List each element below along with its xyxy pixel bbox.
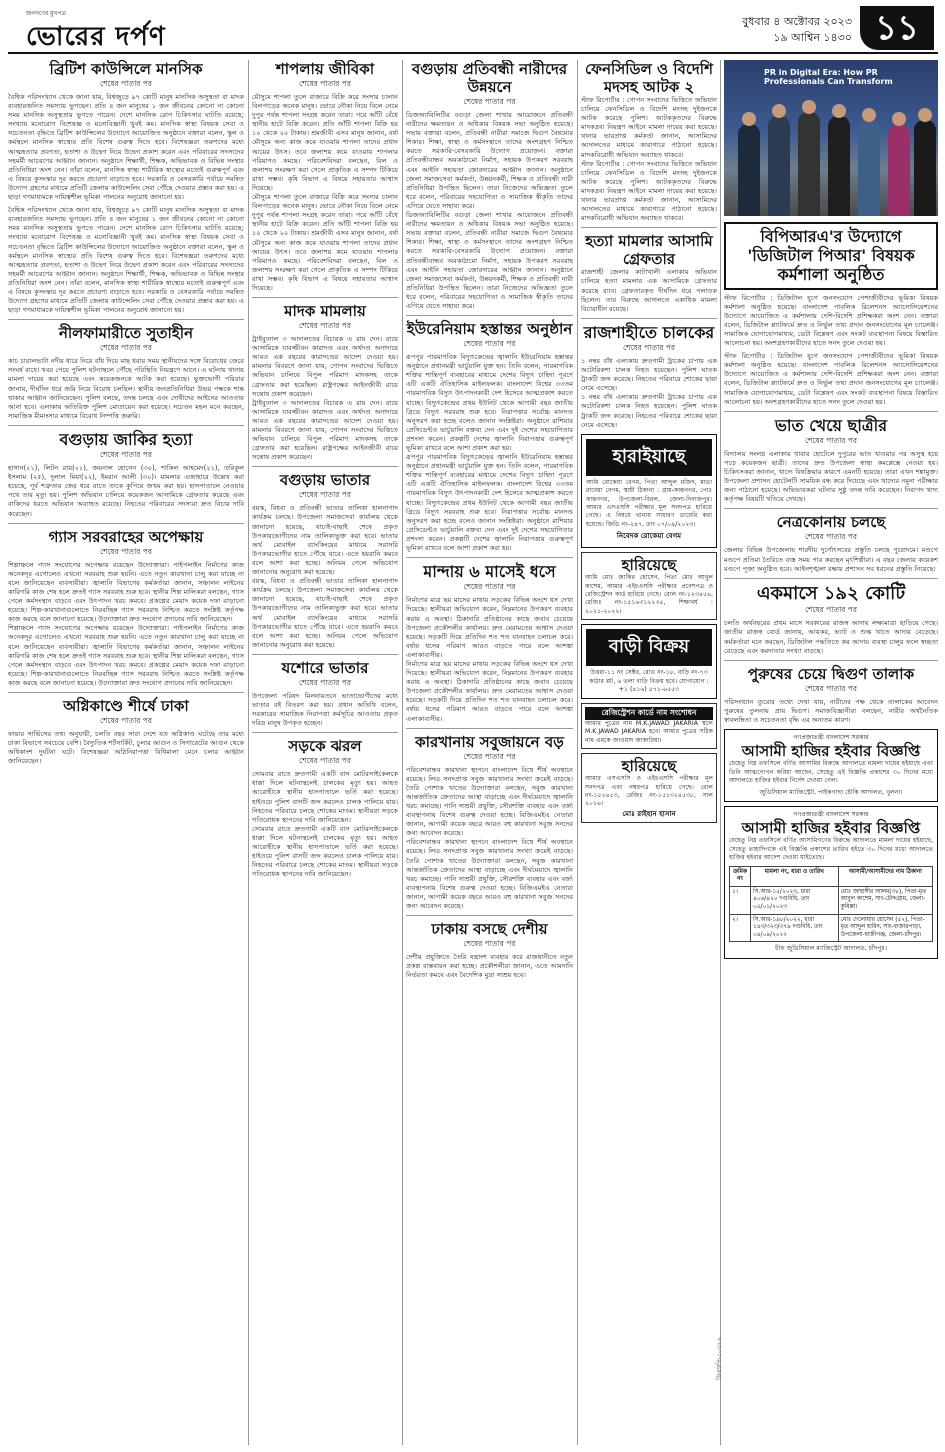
classified-heading: হারিয়েছে: [621, 757, 677, 776]
story-body: রাজশাহী জেলার কাটাখালী এলাকায় অভিযান চালিয়ে হত্যা মামলার এক আসামিকে গ্রেফতার করেছে র‍্যাব। গ্রেফতারকৃত দীর্ঘদিন ধরে পলাতক ছিলেন। তার বিরুদ্ধে আদালতে একাধিক মামলা বিচারাধীন রয়েছে।: [581, 268, 717, 313]
story-body: ডিজঅ্যাবিলিটির বগুড়া জেলা শাখার আয়োজনে প্রতিবন্ধী নারীদের ক্ষমতায়ন ও অধিকার বিষয়ক সভা অনুষ্ঠিত হয়েছে। সভায় বক্তারা বলেন, প্রতিবন্ধী নারীরা সমাজে দ্বিগুণ বৈষম্যের শিকার। শিক্ষা, স্বাস্থ্য ও কর্মসংস্থানে তাদের অংশগ্রহণ নিশ্চিত করতে সরকারি-বেসরকারি উদ্যোগ প্রয়োজন। বক্তারা প্রতিবন্ধীবান্ধব অবকাঠামো নির্মাণ, সহায়ক উপকরণ সরবরাহ এবং আইনি সহায়তা জোরদারের আহ্বান জানান। অনুষ্ঠানে জেলা সমাজসেবা কর্মকর্তা, উন্নয়নকর্মী, শিক্ষক ও প্রতিবন্ধী নারী প্রতিনিধিরা উপস্থিত ছিলেন। তারা নিজেদের অভিজ্ঞতা তুলে ধরে বলেন, পরিবারের সহযোগিতা ও সামাজিক স্বীকৃতি তাদের এগিয়ে যেতে সাহায্য করে।: [406, 111, 573, 210]
story-headline: নেত্রকোনায় চলছে: [776, 513, 886, 532]
classified-body: আমার এসএসসি ও এইচএসসি পরীক্ষার মূল সনদপত্র এবং নম্বরপত্র হারিয়ে গেছে। রোল নং-১৫২৪৫৩, রেজিঃ নং-১৫১৩২৪৫৩৮, সাল ২০১৬।: [585, 775, 713, 808]
notice-body: যেহেতু নিম্ন তফসিলে বর্ণিত আসামির বিরুদ্ধে আদালতে মামলা দায়ের হইয়াছে এবং তিনি আত্মগোপন করিয়া আছেন, সেহেতু এই বিজ্ঞপ্তি প্রকাশের ৩০ দিনের মধ্যে আদালতে হাজির হইবার নির্দেশ দেওয়া গেল।: [729, 760, 933, 785]
story-bogura-murder: [8, 430, 244, 519]
person-head: [892, 112, 906, 126]
story-headline: নীলফামারীতে সুতাহীন: [58, 324, 194, 343]
story-body-continued: স্টাফ রিপোর্টার : ডিজিটাল যুগে জনসংযোগ পেশাজীবীদের ভূমিকা বিষয়ক কর্মশালা অনুষ্ঠিত হয়েছে। বাংলাদেশ পাবলিক রিলেশনস অ্যাসোসিয়েশনের উদ্যোগে আয়োজিত এ কর্মশালায় দেশি-বিদেশি প্রশিক্ষকরা অংশ নেন। বক্তারা বলেন, ডিজিটাল প্ল্যাটফর্মে দ্রুত ও নির্ভুল তথ্য প্রদান জনসংযোগের মূল চ্যালেঞ্জ। সামাজিক যোগাযোগমাধ্যম, ডেটা বিশ্লেষণ এবং সংকট ব্যবস্থাপনা বিষয়ে বিস্তারিত আলোচনা হয়। অংশগ্রহণকারীদের হাতে সনদ তুলে দেওয়া হয়।: [724, 352, 938, 406]
story-digital-pr: [724, 222, 938, 290]
story-headline: বিপিআরএ'র উদ্যোগে 'ডিজিটাল পিআর' বিষয়ক কর্মশালা অনুষ্ঠিত: [747, 227, 915, 285]
person-figure: [768, 116, 790, 216]
story-body-continued: ট্রাইব্যুনাল ৩ আদালতের বিচারক এ রায় দেন। রায়ে আসামিকে যাবজ্জীবন কারাদণ্ড এবং অর্থদণ্ড অনাদায়ে আরও এক বছরের কারাদণ্ডের আদেশ দেওয়া হয়। মামলার বিবরণে জানা যায়, গোপন সংবাদের ভিত্তিতে অভিযান চালিয়ে বিপুল পরিমাণ মাদকসহ তাকে গ্রেফতার করা হয়েছিল। রাষ্ট্রপক্ষের আইনজীবী রায়ে সন্তোষ প্রকাশ করেছেন।: [252, 398, 398, 462]
story-body: চলতি অর্থবছরের প্রথম মাসে সরকারের রাজস্ব আদায় লক্ষ্যমাত্রা ছাড়িয়ে গেছে। জাতীয় রাজস্ব বোর্ড জানায়, আয়কর, ভ্যাট ও শুল্ক খাতে আদায় বেড়েছে। কর্মকর্তারা মনে করছেন, ডিজিটাল পদ্ধতিতে কর আদায় ব্যবস্থা চালুর ফলে স্বচ্ছতা বেড়েছে এবং করদাতার সংখ্যা বাড়ছে।: [724, 619, 938, 655]
classified-body: আমি মোঃ জাকির হোসেন, পিতা মোঃ আবুল কাশেম, আমার এইচএসসি পরীক্ষার প্রবেশপত্র ও রেজিস্ট্রেশন কার্ড হারিয়ে গেছে। রোল নং-১২৩৪৫৬, রেজিঃ নং-১৫১৬৩১২২৩৫, শিক্ষাবর্ষ : ২০২১-২০২২।: [585, 574, 713, 615]
story-body: পরিবেশবান্ধব কারখানা স্থাপনে বাংলাদেশ বিশ্বে শীর্ষ অবস্থানে রয়েছে। লিড সনদপ্রাপ্ত সবুজ কারখানার সংখ্যা ক্রমেই বাড়ছে। তৈরি পোশাক খাতের উদ্যোক্তারা বলছেন, সবুজ কারখানা আন্তর্জাতিক ক্রেতাদের আস্থা বাড়াচ্ছে এবং দীর্ঘমেয়াদে জ্বালানি খরচ কমাচ্ছে। পানি সাশ্রয়ী প্রযুক্তি, সৌরশক্তি ব্যবহার এবং বর্জ্য ব্যবস্থাপনায় বিশেষ গুরুত্ব দেওয়া হচ্ছে। বিজিএমইএ নেতারা জানান, আগামী কয়েক বছরে আরও বহু কারখানা সবুজ সনদের জন্য আবেদন করেছে।: [406, 765, 573, 838]
continued-label: শেষের পাতার পর: [463, 97, 516, 106]
story-body-continued: নির্মাণের মাত্র ছয় মাসের মাথায় সড়কের বিভিন্ন অংশে ধস দেখা দিয়েছে। স্থানীয়রা অভিযোগ করেন, নিম্নমানের উপকরণ ব্যবহার করায় এ অবস্থা। ঠিকাদারি প্রতিষ্ঠানের কাছে জবাব চেয়েছে উপজেলা প্রকৌশলীর কার্যালয়। দ্রুত মেরামতের আশ্বাস দেওয়া হয়েছে। সড়কটি দিয়ে প্রতিদিন শত শত যানবাহন চলাচল করে। বর্ষায় ধসের পরিমাণ আরও বাড়তে পারে বলে আশঙ্কা এলাকাবাসীর।: [406, 659, 573, 723]
continued-label: শেষের পাতার পর: [100, 546, 152, 556]
story-divider: [8, 523, 244, 524]
table-cell-serial: ২।: [730, 914, 751, 942]
continued-label: শেষের পাতার পর: [805, 605, 857, 615]
column-4: [581, 60, 717, 1445]
continued-label: শেষের পাতার পর: [299, 79, 351, 88]
story-mental-health: [8, 60, 244, 202]
story-body-continued: মৌসুমে শাপলা তুলে বাজারে বিক্রি করে সংসার চালান বিলপাড়ের অনেক মানুষ। ভোরে নৌকা নিয়ে বিলে নেমে দুপুর পর্যন্ত শাপলা সংগ্রহ করেন তারা। পরে আঁটি বেঁধে স্থানীয় হাটে বিক্রি করেন। প্রতি আঁটি শাপলা বিক্রি হয় ১০ থেকে ২০ টাকায়। শ্রমজীবী এসব মানুষ জানান, বর্ষা মৌসুমে অন্য কাজ কমে যাওয়ায় শাপলা তাদের প্রধান আয়ের উৎস। তবে জলাশয় কমে যাওয়ায় শাপলার পরিমাণও কমছে। পরিবেশবিদরা বলছেন, বিল ও জলাশয় সংরক্ষণ করা গেলে প্রাকৃতিক এ সম্পদ টিকিয়ে রাখা সম্ভব। কৃষি বিভাগ এ বিষয়ে সহায়তার আশ্বাস দিয়েছে।: [252, 193, 398, 292]
person-head: [742, 112, 756, 126]
story-headline: ফেনসিডিল ও বিদেশি মদসহ আটক ২: [585, 60, 713, 96]
story-divider: [406, 915, 573, 916]
story-headline: যশোরে ভাতার: [281, 658, 369, 677]
story-body-continued: বৈশ্বিক পরিসংখ্যান থেকে জানা যায়, বিশ্বজুড়ে ৯৭ কোটি মানুষ মানসিক অসুস্থতা বা মাদক ব্যবহারজনিত সমস্যায় ভুগছেন। প্রতি ৪ জন মানুষের ১ জন জীবনের কোনো না কোনো সময় মানসিক অসুস্থতায় ভুগতে পারেন। দেশে মানসিক রোগ চিকিৎসার ঘাটতি রয়েছে; সংখ্যায় মনোরোগ বিশেষজ্ঞ ও মনোবিজ্ঞানী খুবই কম। মানসিক স্বাস্থ্য বিষয়ক সেবা ও সচেতনতা বৃদ্ধিতে ব্রিটিশ কাউন্সিলের উদ্যোগে আয়োজিত অনুষ্ঠানে বক্তারা বলেন, স্কুল ও কর্মস্থলে মানসিক স্বাস্থ্যের প্রতি বিশেষ গুরুত্ব দিতে হবে। বিশেষজ্ঞরা তরুণদের মধ্যে আত্মহত্যার প্রবণতা, হতাশা ও উদ্বেগ নিয়ে উদ্বেগ প্রকাশ করেন এবং পরিবারের সদস্যদের সহমর্মী আচরণের আহ্বান জানান। অনুষ্ঠানে শিক্ষার্থী, শিক্ষক, অভিভাবক ও বিভিন্ন সংস্থার প্রতিনিধিরা অংশ নেন। তাঁরা বলেন, মানসিক স্বাস্থ্য শারীরিক স্বাস্থ্যের মতোই গুরুত্বপূর্ণ এবং এ বিষয়ে কুসংস্কার দূর করতে প্রচারণা বাড়াতে হবে। সরকারি ও বেসরকারি পর্যায়ে সমন্বিত উদ্যোগ গ্রহণের মাধ্যমে প্রতিটি জেলায় কাউন্সেলিং সেবা পৌঁছে দেওয়ার প্রস্তাব করা হয়। এ ছাড়া গণমাধ্যমকে দায়িত্বশীল ভূমিকা পালনের অনুরোধ জানানো হয়।: [8, 206, 244, 315]
story-body: বৈশ্বিক পরিসংখ্যান থেকে জানা যায়, বিশ্বজুড়ে ৯৭ কোটি মানুষ মানসিক অসুস্থতা বা মাদক ব্যবহারজনিত সমস্যায় ভুগছেন। প্রতি ৪ জন মানুষের ১ জন জীবনের কোনো না কোনো সময় মানসিক অসুস্থতায় ভুগতে পারেন। দেশে মানসিক রোগ চিকিৎসার ঘাটতি রয়েছে; সংখ্যায় মনোরোগ বিশেষজ্ঞ ও মনোবিজ্ঞানী খুবই কম। মানসিক স্বাস্থ্য বিষয়ক সেবা ও সচেতনতা বৃদ্ধিতে ব্রিটিশ কাউন্সিলের উদ্যোগে আয়োজিত অনুষ্ঠানে বক্তারা বলেন, স্কুল ও কর্মস্থলে মানসিক স্বাস্থ্যের প্রতি বিশেষ গুরুত্ব দিতে হবে। বিশেষজ্ঞরা তরুণদের মধ্যে আত্মহত্যার প্রবণতা, হতাশা ও উদ্বেগ নিয়ে উদ্বেগ প্রকাশ করেন এবং পরিবারের সদস্যদের সহমর্মী আচরণের আহ্বান জানান। অনুষ্ঠানে শিক্ষার্থী, শিক্ষক, অভিভাবক ও বিভিন্ন সংস্থার প্রতিনিধিরা অংশ নেন। তাঁরা বলেন, মানসিক স্বাস্থ্য শারীরিক স্বাস্থ্যের মতোই গুরুত্বপূর্ণ এবং এ বিষয়ে কুসংস্কার দূর করতে প্রচারণা বাড়াতে হবে। সরকারি ও বেসরকারি পর্যায়ে সমন্বিত উদ্যোগ গ্রহণের মাধ্যমে প্রতিটি জেলায় কাউন্সেলিং সেবা পৌঁছে দেওয়ার প্রস্তাব করা হয়। এ ছাড়া গণমাধ্যমকে দায়িত্বশীল ভূমিকা পালনের অনুরোধ জানানো হয়।: [8, 93, 244, 202]
person-figure: [888, 124, 910, 216]
story-jessore-allowance: [252, 659, 398, 728]
story-headline: পুরুষের চেয়ে দ্বিগুণ তালাক: [747, 664, 915, 683]
story-divider: [8, 319, 244, 320]
table-header-row: [730, 866, 933, 886]
story-divider: [252, 466, 398, 467]
person-figure: [828, 116, 850, 216]
column-5: [724, 60, 938, 1445]
table-cell-accused: মোঃ জাহাঙ্গীর আলম(৩৮), পিতা-মৃত আবুল কাশেম, সাং-চৌদ্দগ্রাম, জেলা-কুমিল্লা।: [838, 886, 932, 914]
person-figure: [738, 124, 760, 216]
continued-label: শেষের পাতার পর: [463, 751, 516, 761]
story-headline: মান্দায় ৬ মাসেই ধসে: [423, 562, 556, 582]
story-food-poisoning: [724, 416, 938, 505]
story-nilphamari: [8, 324, 244, 421]
story-headline: ঢাকায় বসছে দেশীয়: [431, 920, 548, 939]
story-road-accident: [252, 737, 398, 879]
story-bogura-allowance: [252, 471, 398, 650]
story-body: মৌসুমে শাপলা তুলে বাজারে বিক্রি করে সংসার চালান বিলপাড়ের অনেক মানুষ। ভোরে নৌকা নিয়ে বিলে নেমে দুপুর পর্যন্ত শাপলা সংগ্রহ করেন তারা। পরে আঁটি বেঁধে স্থানীয় হাটে বিক্রি করেন। প্রতি আঁটি শাপলা বিক্রি হয় ১০ থেকে ২০ টাকায়। শ্রমজীবী এসব মানুষ জানান, বর্ষা মৌসুমে অন্য কাজ কমে যাওয়ায় শাপলা তাদের প্রধান আয়ের উৎস। তবে জলাশয় কমে যাওয়ায় শাপলার পরিমাণও কমছে। পরিবেশবিদরা বলছেন, বিল ও জলাশয় সংরক্ষণ করা গেলে প্রাকৃতিক এ সম্পদ টিকিয়ে রাখা সম্ভব। কৃষি বিভাগ এ বিষয়ে সহায়তার আশ্বাস দিয়েছে।: [252, 93, 398, 192]
photo-banner-text: PR in Digital Era: How PR Professionals Can Transform: [764, 68, 893, 86]
person-figure: [914, 120, 936, 216]
person-head: [832, 104, 846, 118]
continued-label: শেষের পাতার পর: [805, 532, 857, 542]
column-1: [8, 60, 244, 1445]
story-body: নির্মাণের মাত্র ছয় মাসের মাথায় সড়কের বিভিন্ন অংশে ধস দেখা দিয়েছে। স্থানীয়রা অভিযোগ করেন, নিম্নমানের উপকরণ ব্যবহার করায় এ অবস্থা। ঠিকাদারি প্রতিষ্ঠানের কাছে জবাব চেয়েছে উপজেলা প্রকৌশলীর কার্যালয়। দ্রুত মেরামতের আশ্বাস দেওয়া হয়েছে। সড়কটি দিয়ে প্রতিদিন শত শত যানবাহন চলাচল করে। বর্ষায় ধসের পরিমাণ আরও বাড়তে পারে বলে আশঙ্কা এলাকাবাসীর।: [406, 596, 573, 659]
classified-heading: হারাইয়াছে: [586, 439, 712, 476]
continued-label: শেষের পাতার পর: [623, 342, 675, 352]
story-divider: [406, 315, 573, 316]
table-cell-case: সি.আর-১৫/২০২৩, ধারা ৪০৬/৪২০ দণ্ডবিধি, তাং ০৫/০১/২০২৩: [751, 886, 839, 914]
table-header-case: মামলা নং, ধারা ও তারিখ: [751, 866, 839, 886]
story-body: জেলার বিভিন্ন উপজেলায় শারদীয় দুর্গোৎসবের প্রস্তুতি চলছে পুরোদমে। মণ্ডপে মণ্ডপে প্রতিমা তৈরিতে ব্যস্ত সময় পার করছেন মৃৎশিল্পীরা। এ বছর জেলায় কয়েকশ মণ্ডপে পূজা অনুষ্ঠিত হবে। আইনশৃঙ্খলা রক্ষায় প্রশাসন সব ধরনের প্রস্তুতি নিয়েছে।: [724, 546, 938, 573]
story-body: ফায়ার সার্ভিসের তথ্য অনুযায়ী, চলতি বছর সারা দেশে যত অগ্নিকাণ্ড ঘটেছে তার মধ্যে ঢাকা বিভাগে সবচেয়ে বেশি। বৈদ্যুতিক শর্টসার্কিট, চুলার আগুন ও সিগারেটের আগুন থেকে অধিকাংশ দুর্ঘটনা ঘটে। বিশেষজ্ঞরা অগ্নিনিরাপত্তা বিধিমালা মেনে চলার আহ্বান জানিয়েছেন।: [8, 729, 244, 766]
story-body: দেশীয় প্রযুক্তিতে তৈরি যন্ত্রাংশ ব্যবহার করে রাজধানীতে নতুন প্রকল্প বাস্তবায়ন করা হচ্ছে। প্রকৌশলীরা জানান, এতে আমদানি নির্ভরতা কমবে এবং বৈদেশিক মুদ্রা সাশ্রয় হবে।: [406, 953, 573, 980]
classified-lost-2: [581, 552, 717, 620]
story-divider: [581, 318, 717, 319]
story-headline: ব্রিটিশ কাউন্সিলে মানসিক: [49, 60, 203, 78]
continued-label: শেষের পাতার পর: [463, 939, 516, 949]
person-head: [772, 104, 786, 118]
person-head: [802, 100, 816, 114]
classified-signature: নিবেদক রোকেয়া বেগম: [616, 532, 682, 541]
table-row: [730, 914, 933, 942]
continued-label: শেষের পাতার পর: [463, 339, 516, 349]
story-divider: [406, 557, 573, 558]
continued-label: শেষের পাতার পর: [805, 683, 857, 693]
story-headline: গ্যাস সরবরাহের অপেক্ষায়: [48, 527, 204, 546]
story-headline: হত্যা মামলার আসামি গ্রেফতার: [585, 232, 713, 269]
story-body-continued: শিল্পাঞ্চলে গ্যাস সংযোগের অপেক্ষায় রয়েছেন উদ্যোক্তারা। পাইপলাইন নির্মাণের কাজ অনেকদূর এগোলেও এখনো সরবরাহ শুরু হয়নি। এতে নতুন কারখানা চালু করা যাচ্ছে না বলে জানিয়েছেন ব্যবসায়ীরা। জ্বালানি বিভাগের কর্মকর্তারা জানান, সঞ্চালন লাইনের কারিগরি কাজ শেষ হলে দ্রুতই গ্যাস সরবরাহ শুরু হবে। স্থানীয় শিল্প মালিকরা বলছেন, গ্যাস পেলে কর্মসংস্থান বাড়বে এবং উৎপাদন খরচ কমবে। প্রকল্পের মেয়াদ কয়েক দফা বাড়ানো হয়েছে। শিল্প-কারখানাগুলোতে নিরবচ্ছিন্ন গ্যাস সরবরাহ নিশ্চিত করতে সংশ্লিষ্ট কর্তৃপক্ষ কাজ করছে বলে জানানো হয়েছে। উদ্যোক্তারা দ্রুত সংযোগ প্রদানের দাবি জানিয়েছেন।: [8, 624, 244, 687]
story-divider: [581, 227, 717, 228]
table-cell-serial: ১।: [730, 886, 751, 914]
continued-label: শেষের পাতার পর: [299, 321, 351, 331]
story-body-continued: ডিজঅ্যাবিলিটির বগুড়া জেলা শাখার আয়োজনে প্রতিবন্ধী নারীদের ক্ষমতায়ন ও অধিকার বিষয়ক সভা অনুষ্ঠিত হয়েছে। সভায় বক্তারা বলেন, প্রতিবন্ধী নারীরা সমাজে দ্বিগুণ বৈষম্যের শিকার। শিক্ষা, স্বাস্থ্য ও কর্মসংস্থানে তাদের অংশগ্রহণ নিশ্চিত করতে সরকারি-বেসরকারি উদ্যোগ প্রয়োজন। বক্তারা প্রতিবন্ধীবান্ধব অবকাঠামো নির্মাণ, সহায়ক উপকরণ সরবরাহ এবং আইনি সহায়তা জোরদারের আহ্বান জানান। অনুষ্ঠানে জেলা সমাজসেবা কর্মকর্তা, উন্নয়নকর্মী, শিক্ষক ও প্রতিবন্ধী নারী প্রতিনিধিরা উপস্থিত ছিলেন। তারা নিজেদের অভিজ্ঞতা তুলে ধরে বলেন, পরিবারের সহযোগিতা ও সামাজিক স্বীকৃতি তাদের এগিয়ে যেতে সাহায্য করে।: [406, 211, 573, 310]
column-rule: [402, 60, 403, 1445]
story-disabled-women: [406, 60, 573, 311]
notice-body: যেহেতু নিম্ন তফসিলে বর্ণিত আসামিগণের বিরুদ্ধে আদালতে মামলা দায়ের হইয়াছে, সেহেতু তাহাদিগকে এই বিজ্ঞপ্তি প্রকাশের তারিখ হইতে ৩০ দিনের মধ্যে আদালতে হাজির হইবার আদেশ দেওয়া যাইতেছে।: [729, 837, 933, 862]
story-body: স্টাফ রিপোর্টার : গোপন সংবাদের ভিত্তিতে অভিযান চালিয়ে ফেনসিডিল ও বিদেশি মদসহ দুইজনকে আটক করেছে পুলিশ। আটককৃতদের বিরুদ্ধে মাদকদ্রব্য নিয়ন্ত্রণ আইনে মামলা দায়ের করা হয়েছে। থানার ভারপ্রাপ্ত কর্মকর্তা জানান, আসামিদের আদালতের মাধ্যমে কারাগারে পাঠানো হয়েছে। মাদকবিরোধী অভিযান অব্যাহত থাকবে।: [581, 96, 717, 159]
story-dhaka-local: [406, 920, 573, 980]
story-body: কাচ চারালভাটা নদীর ধারে নিয়ে বাঁধ দিয়ে মাছ ধরার সময় স্থানীয়দের সঙ্গে বিরোধের জেরে সংঘর্ষ বাধে। খবর পেয়ে পুলিশ ঘটনাস্থলে পৌঁছে পরিস্থিতি নিয়ন্ত্রণে আনে। এ ঘটনায় থানায় মামলা দায়ের করা হয়েছে এবং কয়েকজনকে আটক করা হয়েছে। ভুক্তভোগী পরিবার জানায়, দীর্ঘদিন ধরে জমি নিয়ে বিরোধ চলছিল। স্থানীয় জনপ্রতিনিধিরা উভয় পক্ষকে শান্ত থাকার আহ্বান জানিয়েছেন। পুলিশ বলছে, তদন্ত চলছে এবং দোষীদের আইনের আওতায় আনা হবে। এলাকায় অতিরিক্ত পুলিশ মোতায়েন করা হয়েছে। সচেতন মহল মনে করছেন, সামাজিক মীমাংসার মাধ্যমে বিরোধ নিষ্পত্তি জরুরি।: [8, 357, 244, 420]
column-rule: [248, 60, 249, 1445]
person-head: [918, 108, 932, 122]
story-body: ১ নম্বর বাঁধ এলাকায় দ্রুতগামী ট্রাকের চাপায় এক অটোরিকশা চালক নিহত হয়েছেন। পুলিশ ঘাতক ট্রাকটি জব্দ করেছে। নিহতের পরিবারে শোকের ছায়া নেমে এসেছে।: [581, 356, 717, 393]
story-headline: বগুড়ায় প্রতিবন্ধী নারীদের উন্নয়নে: [411, 60, 568, 96]
side-code: ডিএফপি-১০৩২৬: [716, 1337, 723, 1380]
newspaper-logo: ভোরের দর্পণ: [26, 22, 166, 52]
story-netrokona: [724, 513, 938, 573]
story-divider: [724, 508, 938, 509]
date-gregorian: বুধবার ৪ অক্টোবর ২০২৩: [742, 15, 852, 28]
continued-label: শেষের পাতার পর: [100, 450, 152, 460]
classified-body: উত্তরা-১১ নং সেক্টর, রোড নং-১৮, বাড়ি নং-৭৩ কাঠার প্লট, ৬ তলা বাড়ি বিক্রয় হবে। যোগাযোগ : +১ (৪১৬) ৫৭১-৬৫৫৩: [589, 669, 709, 693]
story-body: রূপপুর পারমাণবিক বিদ্যুৎকেন্দ্রের জ্বালানি ইউরেনিয়াম হস্তান্তর অনুষ্ঠানে প্রধানমন্ত্রী ভার্চুয়ালি যুক্ত হন। তিনি বলেন, পারমাণবিক শক্তির শান্তিপূর্ণ ব্যবহারের মাধ্যমে দেশের বিদ্যুৎ চাহিদা পূরণে এটি একটি ঐতিহাসিক মাইলফলক। বাংলাদেশ বিশ্বের ৩৩তম পারমাণবিক বিদ্যুৎ উৎপাদনকারী দেশ হিসেবে আত্মপ্রকাশ করতে যাচ্ছে। বিদ্যুৎকেন্দ্রের প্রথম ইউনিট থেকে আগামী বছর জাতীয় গ্রিডে বিদ্যুৎ সরবরাহ শুরু হবে। নিরাপত্তার সর্বোচ্চ মানদণ্ড অনুসরণ করা হচ্ছে বলেও জানান সংশ্লিষ্টরা। অনুষ্ঠানে রাশিয়ার প্রেসিডেন্টও ভার্চুয়ালি বক্তব্য দেন এবং দুই দেশের সহযোগিতার প্রশংসা করেন। প্রকল্পটি দেশের জ্বালানি নিরাপত্তায় গুরুত্বপূর্ণ ভূমিকা রাখবে বলে আশা প্রকাশ করা হয়।: [406, 353, 573, 452]
classified-heading: বাড়ী বিক্রয়: [586, 629, 712, 666]
story-body-continued: পরিবেশবান্ধব কারখানা স্থাপনে বাংলাদেশ বিশ্বে শীর্ষ অবস্থানে রয়েছে। লিড সনদপ্রাপ্ত সবুজ কারখানার সংখ্যা ক্রমেই বাড়ছে। তৈরি পোশাক খাতের উদ্যোক্তারা বলছেন, সবুজ কারখানা আন্তর্জাতিক ক্রেতাদের আস্থা বাড়াচ্ছে এবং দীর্ঘমেয়াদে জ্বালানি খরচ কমাচ্ছে। পানি সাশ্রয়ী প্রযুক্তি, সৌরশক্তি ব্যবহার এবং বর্জ্য ব্যবস্থাপনায় বিশেষ গুরুত্ব দেওয়া হচ্ছে। বিজিএমইএ নেতারা জানান, আগামী কয়েক বছরে আরও বহু কারখানা সবুজ সনদের জন্য আবেদন করেছে।: [406, 838, 573, 911]
classified-signature: মোঃ রাইহান হাসান: [622, 809, 676, 818]
classified-house-sale: [581, 624, 717, 699]
story-headline: কারখানায় সবুজায়নে বড়: [415, 732, 564, 751]
story-drug-case: [252, 302, 398, 462]
story-divider: [724, 411, 938, 412]
notice-govt: গণপ্রজাতন্ত্রী বাংলাদেশ সরকার: [793, 733, 869, 741]
column-rule: [577, 60, 578, 1445]
story-fire-dhaka: [8, 697, 244, 766]
story-divider: [252, 297, 398, 298]
story-divorce: [724, 665, 938, 725]
story-gas-supply: [8, 528, 244, 688]
story-body: শিল্পাঞ্চলে গ্যাস সংযোগের অপেক্ষায় রয়েছেন উদ্যোক্তারা। পাইপলাইন নির্মাণের কাজ অনেকদূর এগোলেও এখনো সরবরাহ শুরু হয়নি। এতে নতুন কারখানা চালু করা যাচ্ছে না বলে জানিয়েছেন ব্যবসায়ীরা। জ্বালানি বিভাগের কর্মকর্তারা জানান, সঞ্চালন লাইনের কারিগরি কাজ শেষ হলে দ্রুতই গ্যাস সরবরাহ শুরু হবে। স্থানীয় শিল্প মালিকরা বলছেন, গ্যাস পেলে কর্মসংস্থান বাড়বে এবং উৎপাদন খরচ কমবে। প্রকল্পের মেয়াদ কয়েক দফা বাড়ানো হয়েছে। শিল্প-কারখানাগুলোতে নিরবচ্ছিন্ন গ্যাস সরবরাহ নিশ্চিত করতে সংশ্লিষ্ট কর্তৃপক্ষ কাজ করছে বলে জানানো হয়েছে। উদ্যোক্তারা দ্রুত সংযোগ প্রদানের দাবি জানিয়েছেন।: [8, 560, 244, 624]
court-notice-2: [724, 806, 938, 959]
column-3: [406, 60, 573, 1445]
notice-govt: গণপ্রজাতন্ত্রী বাংলাদেশ সরকার: [793, 811, 869, 818]
classified-body: আমি রোকেয়া বেগম, পিতা আব্দুল মজিদ, মাতা রাবেয়া বেগম, স্থায়ী ঠিকানা : গ্রাম-কান্তনগর, পোঃ কান্তনগর, উপজেলা-বিরল, জেলা-দিনাজপুর। আমার এসএসসি পরীক্ষার মূল সনদপত্র হারিয়ে গেছে। এ বিষয়ে থানায় সাধারণ ডায়েরি করা হয়েছে। জিডি নং-২৪৭, তাং ০৭/০৯/২০২৩।: [586, 478, 712, 528]
story-headline: শাপলায় জীবিকা: [275, 60, 375, 78]
story-headline: মাদক মামলায়: [284, 302, 366, 321]
continued-label: শেষের পাতার পর: [299, 490, 351, 500]
person-figure: [798, 112, 820, 216]
notice-title: আসামী হাজির হইবার বিজ্ঞপ্তি: [741, 819, 921, 838]
classified-body: আমার পুত্রের নাম M.K.JAWAD JAKARIA স্থলে M.K.JAWAD JAKARIA হবে। আমার পুত্রের সঠিক নাম এমকে জাওয়াদ জাকারিয়া।: [585, 720, 713, 744]
story-headline: রাজশাহীতে চালকের: [583, 322, 715, 342]
column-2: [252, 60, 398, 1445]
court-notice-1: [724, 729, 938, 802]
story-headline: একমাসে ১৯২ কোটি: [756, 582, 906, 604]
story-body: উপজেলা পরিষদ মিলনায়তনে ভাতাভোগীদের মধ্যে ভাতার বই বিতরণ করা হয়। প্রধান অতিথি বলেন, সরকারের সামাজিক নিরাপত্তা কর্মসূচির আওতায় প্রকৃত দরিদ্র মানুষ উপকৃত হচ্ছেন।: [252, 691, 398, 728]
story-body-continued: বয়স্ক, বিধবা ও প্রতিবন্ধী ভাতার তালিকা হালনাগাদ কার্যক্রম চলছে। উপজেলা সমাজসেবা কার্যালয় থেকে জানানো হয়েছে, যাচাই-বাছাই শেষে প্রকৃত উপকারভোগীদের নাম তালিকাভুক্ত করা হবে। ভাতার অর্থ মোবাইল ব্যাংকিংয়ের মাধ্যমে সরাসরি উপকারভোগীর হাতে পৌঁছে যাবে। এতে হয়রানি কমবে বলে আশা করা হচ্ছে। অনিয়ম পেলে অভিযোগ জানানোর অনুরোধ করা হয়েছে।: [252, 577, 398, 649]
tagline: জনগণের মুখপত্র: [26, 10, 66, 17]
classified-lost: [581, 434, 717, 548]
classified-lost-3: [581, 753, 717, 823]
story-divider: [252, 732, 398, 733]
person-figure: [858, 120, 880, 216]
story-divider: [252, 654, 398, 655]
notice-court: চীফ জুডিসিয়াল ম্যাজিস্ট্রেট আদালত, চাঁদপুর।: [775, 945, 887, 953]
story-divider: [8, 425, 244, 426]
classified-heading: হারিয়েছে: [621, 556, 677, 575]
table-header-accused: আসামী/আসামীদের নাম ঠিকানা: [838, 866, 932, 886]
table-cell-case: সি.আর-১৯৮/২০২২, ধারা ১৪৩/৩২৩/৩৭৯ দণ্ডবিধি, তাং ০৪/০৯/২০২২: [751, 914, 839, 942]
story-phensedyl: [581, 60, 717, 223]
table-cell-accused: মোঃ দেলোয়ার হোসেন (৫২), পিতা-মৃত আব্দুল হামিদ, সাং-বাজারপাড়া, উপজেলা-হাজীগঞ্জ, জেলা-চাঁদপুর।: [838, 914, 932, 942]
column-rule: [720, 60, 721, 1445]
story-body-continued: ১ নম্বর বাঁধ এলাকায় দ্রুতগামী ট্রাকের চাপায় এক অটোরিকশা চালক নিহত হয়েছেন। পুলিশ ঘাতক ট্রাকটি জব্দ করেছে। নিহতের পরিবারে শোকের ছায়া নেমে এসেছে।: [581, 393, 717, 429]
story-headline: বগুড়ায় ভাতার: [279, 471, 371, 490]
story-headline: ভাত খেয়ে ছাত্রীর: [774, 415, 888, 435]
story-headline: অগ্নিকাণ্ডে শীর্ষে ঢাকা: [63, 696, 189, 715]
story-body: বিদ্যালয় সংলগ্ন এলাকার খাবার হোটেলে দুপুরের ভাত খাওয়ার পর অসুস্থ হয়ে পড়ে কয়েকজন ছাত্রী। তাদের দ্রুত উপজেলা স্বাস্থ্য কমপ্লেক্সে নেওয়া হয়। চিকিৎসকরা জানান, খাদ্যে বিষক্রিয়ার কারণে এমনটি হয়েছে। তারা এখন শঙ্কামুক্ত। উপজেলা প্রশাসন হোটেলটি সাময়িক বন্ধ করে দিয়েছে এবং খাদ্যের নমুনা পরীক্ষার জন্য পাঠানো হয়েছে। অভিভাবকরা ঘটনার সুষ্ঠু তদন্ত দাবি করেছেন। নিরাপদ খাদ্য কর্তৃপক্ষ বিষয়টি খতিয়ে দেখছে।: [724, 449, 938, 504]
continued-label: শেষের পাতার পর: [463, 582, 516, 592]
masthead: [8, 4, 938, 54]
notice-table: [729, 866, 933, 943]
notice-title: আসামী হাজির হইবার বিজ্ঞপ্তি: [741, 742, 921, 761]
story-rajshahi-driver: [581, 323, 717, 430]
story-body-continued: সোমবার রাতে দ্রুতগামী একটি বাস মোটরসাইকেলকে ধাক্কা দিলে ঘটনাস্থলেই চালকের মৃত্যু হয়। আহত আরোহীকে স্থানীয় হাসপাতালে ভর্তি করা হয়েছে। হাইওয়ে পুলিশ বাসটি জব্দ করলেও চালক পালিয়ে যায়। নিহতের পরিবারে চলছে শোকের মাতম। স্থানীয়রা সড়কে গতিরোধক স্থাপনের দাবি জানিয়েছেন।: [252, 824, 398, 879]
continued-label: শেষের পাতার পর: [100, 343, 152, 353]
table-row: [730, 886, 933, 914]
continued-label: শেষের পাতার পর: [100, 715, 152, 725]
story-headline: সড়কে ঝরল: [288, 737, 362, 756]
story-divider: [8, 692, 244, 693]
table-header-serial: ক্রমিক নং: [730, 866, 751, 886]
story-headline: বগুড়ায় জাকির হত্যা: [59, 429, 193, 449]
story-uranium: [406, 320, 573, 553]
story-body-continued: রূপপুর পারমাণবিক বিদ্যুৎকেন্দ্রের জ্বালানি ইউরেনিয়াম হস্তান্তর অনুষ্ঠানে প্রধানমন্ত্রী ভার্চুয়ালি যুক্ত হন। তিনি বলেন, পারমাণবিক শক্তির শান্তিপূর্ণ ব্যবহারের মাধ্যমে দেশের বিদ্যুৎ চাহিদা পূরণে এটি একটি ঐতিহাসিক মাইলফলক। বাংলাদেশ বিশ্বের ৩৩তম পারমাণবিক বিদ্যুৎ উৎপাদনকারী দেশ হিসেবে আত্মপ্রকাশ করতে যাচ্ছে। বিদ্যুৎকেন্দ্রের প্রথম ইউনিট থেকে আগামী বছর জাতীয় গ্রিডে বিদ্যুৎ সরবরাহ শুরু হবে। নিরাপত্তার সর্বোচ্চ মানদণ্ড অনুসরণ করা হচ্ছে বলেও জানান সংশ্লিষ্টরা। অনুষ্ঠানে রাশিয়ার প্রেসিডেন্টও ভার্চুয়ালি বক্তব্য দেন এবং দুই দেশের সহযোগিতার প্রশংসা করেন। প্রকল্পটি দেশের জ্বালানি নিরাপত্তায় গুরুত্বপূর্ণ ভূমিকা রাখবে বলে আশা প্রকাশ করা হয়।: [406, 453, 573, 553]
story-body: ট্রাইব্যুনাল ৩ আদালতের বিচারক এ রায় দেন। রায়ে আসামিকে যাবজ্জীবন কারাদণ্ড এবং অর্থদণ্ড অনাদায়ে আরও এক বছরের কারাদণ্ডের আদেশ দেওয়া হয়। মামলার বিবরণে জানা যায়, গোপন সংবাদের ভিত্তিতে অভিযান চালিয়ে বিপুল পরিমাণ মাদকসহ তাকে গ্রেফতার করা হয়েছিল। রাষ্ট্রপক্ষের আইনজীবী রায়ে সন্তোষ প্রকাশ করেছেন।: [252, 335, 398, 398]
classified-name-correction: [581, 703, 717, 749]
classified-heading: রেজিস্ট্রেশন কার্ডে নাম সংশোধন: [585, 707, 713, 720]
story-manda-collapse: [406, 562, 573, 724]
event-photo: [724, 60, 938, 216]
story-body: সোমবার রাতে দ্রুতগামী একটি বাস মোটরসাইকেলকে ধাক্কা দিলে ঘটনাস্থলেই চালকের মৃত্যু হয়। আহত আরোহীকে স্থানীয় হাসপাতালে ভর্তি করা হয়েছে। হাইওয়ে পুলিশ বাসটি জব্দ করলেও চালক পালিয়ে যায়। নিহতের পরিবারে চলছে শোকের মাতম। স্থানীয়রা সড়কে গতিরোধক স্থাপনের দাবি জানিয়েছেন।: [252, 770, 398, 824]
story-divider: [724, 660, 938, 661]
date-bengali: ১৯ আশ্বিন ১৪৩০: [773, 31, 852, 44]
dateline: [742, 14, 852, 46]
continued-label: শেষের পাতার পর: [299, 677, 351, 687]
story-divider: [724, 578, 938, 579]
notice-court: জুডিসিয়াল ম্যাজিস্ট্রেট, পাইকগাছা চৌকি আদালত, খুলনা।: [759, 788, 903, 796]
continued-label: শেষের পাতার পর: [805, 435, 857, 445]
story-murder-arrest: [581, 232, 717, 313]
story-body: স্টাফ রিপোর্টার : ডিজিটাল যুগে জনসংযোগ পেশাজীবীদের ভূমিকা বিষয়ক কর্মশালা অনুষ্ঠিত হয়েছে। বাংলাদেশ পাবলিক রিলেশনস অ্যাসোসিয়েশনের উদ্যোগে আয়োজিত এ কর্মশালায় দেশি-বিদেশি প্রশিক্ষকরা অংশ নেন। বক্তারা বলেন, ডিজিটাল প্ল্যাটফর্মে দ্রুত ও নির্ভুল তথ্য প্রদান জনসংযোগের মূল চ্যালেঞ্জ। সামাজিক যোগাযোগমাধ্যম, ডেটা বিশ্লেষণ এবং সংকট ব্যবস্থাপনা বিষয়ে বিস্তারিত আলোচনা হয়। অংশগ্রহণকারীদের হাতে সনদ তুলে দেওয়া হয়।: [724, 293, 938, 348]
story-192-crore: [724, 583, 938, 656]
person-head: [862, 108, 876, 122]
continued-label: শেষের পাতার পর: [100, 79, 152, 88]
story-divider: [406, 728, 573, 729]
story-body: হাসান(২১), লিটন রায়(২১), জয়নাল হোসেন (৩০), শাকিল আহমেদ(২১), তরিকুল ইসলাম (২৫), দুলাল মিয়া(২২), ইমরান আলী (৩০)। মামলার এজাহারে উল্লেখ করা হয়েছে, পূর্ব শত্রুতার জের ধরে রাতে তাকে কুপিয়ে জখম করা হয়। হাসপাতালে নেওয়ার পথে তার মৃত্যু হয়। পুলিশ অভিযান চালিয়ে কয়েকজন আসামিকে গ্রেফতার করেছে এবং বাকিদের ধরতে অভিযান অব্যাহত রয়েছে। নিহতের পরিবারের সদস্যরা দ্রুত বিচার দাবি করেছেন।: [8, 464, 244, 518]
continued-label: শেষের পাতার পর: [299, 756, 351, 766]
story-body: পরিসংখ্যান ব্যুরোর তথ্যে দেখা যায়, নারীদের পক্ষ থেকে তালাকের আবেদন পুরুষের তুলনায় প্রায় দ্বিগুণ। সমাজবিজ্ঞানীরা বলছেন, নারীর অর্থনৈতিক স্বাবলম্বিতা ও সচেতনতা বৃদ্ধি এর অন্যতম কারণ।: [724, 697, 938, 724]
story-body-continued: স্টাফ রিপোর্টার : গোপন সংবাদের ভিত্তিতে অভিযান চালিয়ে ফেনসিডিল ও বিদেশি মদসহ দুইজনকে আটক করেছে পুলিশ। আটককৃতদের বিরুদ্ধে মাদকদ্রব্য নিয়ন্ত্রণ আইনে মামলা দায়ের করা হয়েছে। থানার ভারপ্রাপ্ত কর্মকর্তা জানান, আসামিদের আদালতের মাধ্যমে কারাগারে পাঠানো হয়েছে। মাদকবিরোধী অভিযান অব্যাহত থাকবে।: [581, 159, 717, 223]
page-number: ১১: [860, 6, 934, 50]
story-body: বয়স্ক, বিধবা ও প্রতিবন্ধী ভাতার তালিকা হালনাগাদ কার্যক্রম চলছে। উপজেলা সমাজসেবা কার্যালয় থেকে জানানো হয়েছে, যাচাই-বাছাই শেষে প্রকৃত উপকারভোগীদের নাম তালিকাভুক্ত করা হবে। ভাতার অর্থ মোবাইল ব্যাংকিংয়ের মাধ্যমে সরাসরি উপকারভোগীর হাতে পৌঁছে যাবে। এতে হয়রানি কমবে বলে আশা করা হচ্ছে। অনিয়ম পেলে অভিযোগ জানানোর অনুরোধ করা হয়েছে।: [252, 504, 398, 577]
story-shapla: [252, 60, 398, 293]
story-headline: ইউরেনিয়াম হস্তান্তর অনুষ্ঠান: [406, 320, 573, 339]
story-green-factory: [406, 733, 573, 912]
